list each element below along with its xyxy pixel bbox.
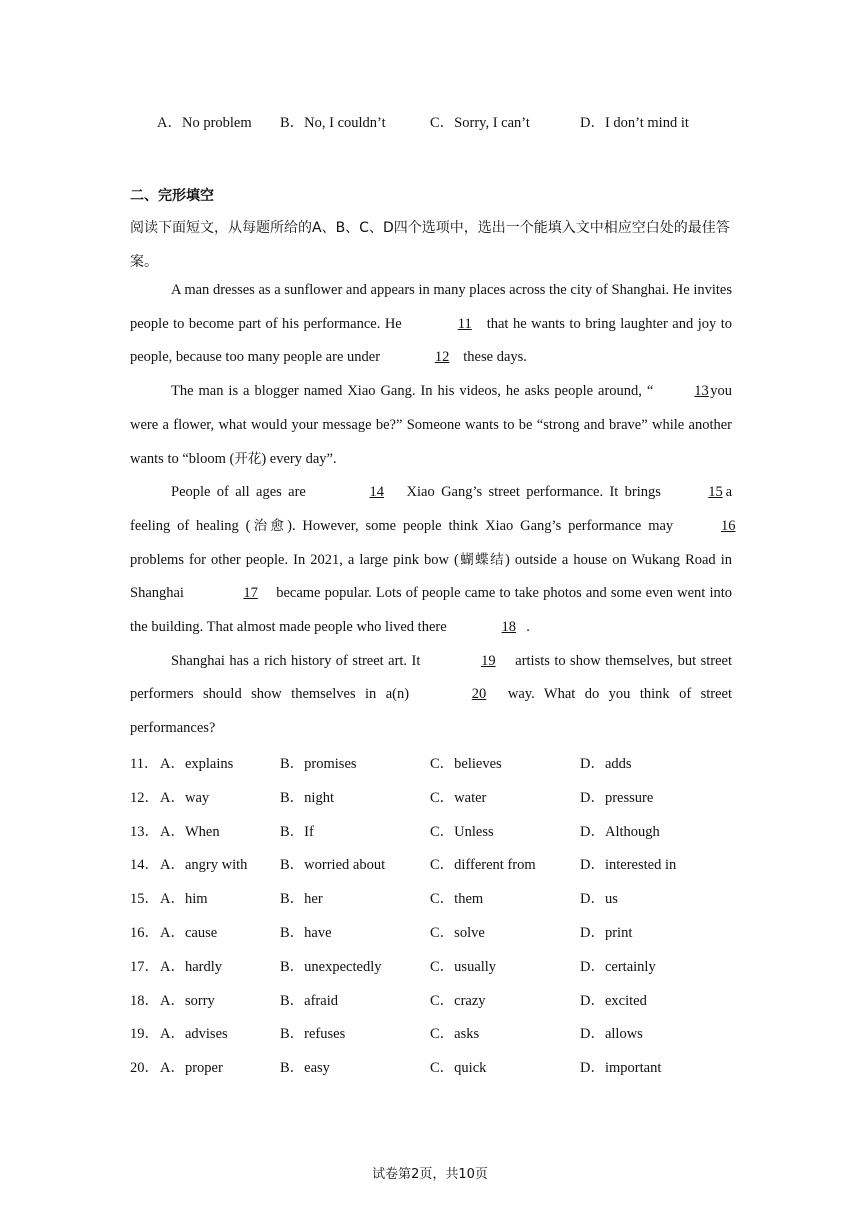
option-b: B．worried about [280, 857, 386, 874]
blank-20: 20 [471, 686, 487, 703]
option-c: C．Sorry, I can’t [430, 115, 530, 131]
blank-15: 15 [708, 484, 723, 501]
question-number: 18． [130, 992, 159, 1009]
option-c: C．water [430, 789, 487, 806]
question-number: 20． [130, 1060, 159, 1077]
blank-13: 13 [694, 383, 709, 400]
option-a: A．hardly [160, 958, 223, 975]
option-d: D．allows [580, 1026, 643, 1043]
blank-12: 12 [434, 349, 450, 366]
text: ). However, some people think Xiao Gang’s performance may [287, 517, 681, 534]
question-row [130, 888, 750, 922]
question-options-list [130, 753, 750, 1091]
question-number: 19． [130, 1026, 159, 1043]
question-row [130, 821, 750, 855]
option-a: A．cause [160, 924, 218, 941]
question-number: 15． [130, 891, 159, 908]
option-c: C．them [430, 891, 484, 908]
option-d: D．us [580, 891, 618, 908]
blank-16: 16 [721, 517, 736, 534]
question-number: 17． [130, 958, 159, 975]
page-footer: 试卷第2页，共10页 [372, 1167, 488, 1182]
question-row [130, 922, 750, 956]
option-a: A．When [160, 823, 220, 840]
blank-17: 17 [243, 585, 258, 602]
option-a: A．angry with [160, 857, 248, 874]
option-a: A．advises [160, 1026, 228, 1043]
question-number: 12． [130, 789, 159, 806]
option-d: D．print [580, 924, 633, 941]
previous-question-options [157, 113, 757, 133]
option-c: C．different from [430, 857, 536, 874]
option-d: D．excited [580, 992, 647, 1009]
option-c: C．Unless [430, 823, 494, 840]
option-c: C．usually [430, 958, 497, 975]
option-c: C．crazy [430, 992, 486, 1009]
option-b: B．her [280, 891, 323, 908]
text: problems for other people. In 2021, a large pink bow ( [130, 551, 459, 568]
blank-14: 14 [369, 484, 384, 501]
section-directions: 阅读下面短文，从每题所给的A、B、C、D四个选项中，选出一个能填入文中相应空白处的最佳答案。 [130, 220, 730, 270]
blank-19: 19 [481, 652, 496, 669]
option-c: C．believes [430, 756, 502, 772]
option-c: C．solve [430, 924, 485, 941]
option-d: D．pressure [580, 789, 654, 806]
option-c: C．quick [430, 1060, 487, 1077]
passage-paragraph-2 [130, 375, 732, 476]
option-d: D．interested in [580, 857, 677, 874]
option-b: B．refuses [280, 1026, 346, 1043]
question-row [130, 854, 750, 888]
chinese-gloss: 蝴蝶结 [458, 551, 506, 568]
option-d: D．certainly [580, 958, 656, 975]
question-row [130, 1023, 750, 1057]
option-b: B．night [280, 789, 334, 806]
question-row [130, 990, 750, 1024]
option-d: D．important [580, 1060, 662, 1077]
text: A man dresses as a sunflower and appears in many places across the city of Shanghai. He invites people to become part of his performance. He [130, 282, 732, 332]
option-d: D．Although [580, 823, 660, 840]
text: Xiao Gang’s street performance. It brings [400, 484, 668, 501]
chinese-gloss: 开花 [234, 450, 262, 467]
question-number: 16． [130, 924, 159, 941]
passage-paragraph-1 [130, 274, 732, 375]
option-a: A．sorry [160, 992, 215, 1009]
blank-11: 11 [457, 315, 472, 332]
question-number: 14． [130, 857, 159, 874]
cloze-passage [130, 274, 736, 746]
question-number: 11． [130, 756, 159, 772]
question-number: 13． [130, 823, 159, 840]
option-a: A．way [160, 789, 210, 806]
option-c: C．asks [430, 1026, 480, 1043]
text: Shanghai has a rich history of street art. It [171, 652, 425, 669]
option-d: D．I don’t mind it [580, 115, 689, 131]
option-b: B．easy [280, 1060, 330, 1077]
option-a: A．explains [160, 756, 234, 772]
option-b: B．have [280, 924, 332, 941]
text: that he wants to bring laughter and joy to people, because too many people are under [130, 315, 732, 366]
option-a: A．him [160, 891, 208, 908]
chinese-gloss: 治愈 [250, 517, 288, 534]
text: you were a flower, what would your message be?” Someone wants to be “strong and brave” while another wants to “bloom ( [130, 383, 733, 467]
text: a feeling of healing ( [130, 484, 733, 534]
text: ) every day”. [261, 450, 337, 467]
option-b: B．unexpectedly [280, 958, 382, 975]
text: these days. [459, 349, 527, 366]
question-row [130, 1057, 750, 1091]
question-row [130, 753, 750, 787]
blank-18: 18 [501, 619, 517, 636]
text: People of all ages are [171, 484, 313, 501]
question-row [130, 787, 750, 821]
option-a: A．No problem [157, 115, 252, 131]
section-title: 二、完形填空 [130, 188, 214, 204]
option-b: B．afraid [280, 992, 338, 1009]
text: became popular. Lots of people came to take photos and some even went into the building. That almost made people who lived there [130, 585, 732, 636]
option-a: A．proper [160, 1060, 223, 1077]
text: artists to show themselves, but street performers should show themselves in a(n) [130, 652, 732, 703]
option-b: B．No, I couldn’t [280, 115, 386, 131]
option-d: D．adds [580, 756, 632, 772]
passage-paragraph-4 [130, 645, 732, 746]
passage-paragraph-3 [130, 476, 736, 645]
option-b: B．If [280, 823, 314, 840]
text: ) outside a house on Wukang Road in Shanghai [130, 551, 732, 602]
question-row [130, 956, 750, 990]
text: way. What do you think of street performances? [130, 686, 732, 737]
text: The man is a blogger named Xiao Gang. In his videos, he asks people around, “ [171, 383, 654, 400]
text: . [526, 619, 530, 636]
option-b: B．promises [280, 756, 357, 772]
